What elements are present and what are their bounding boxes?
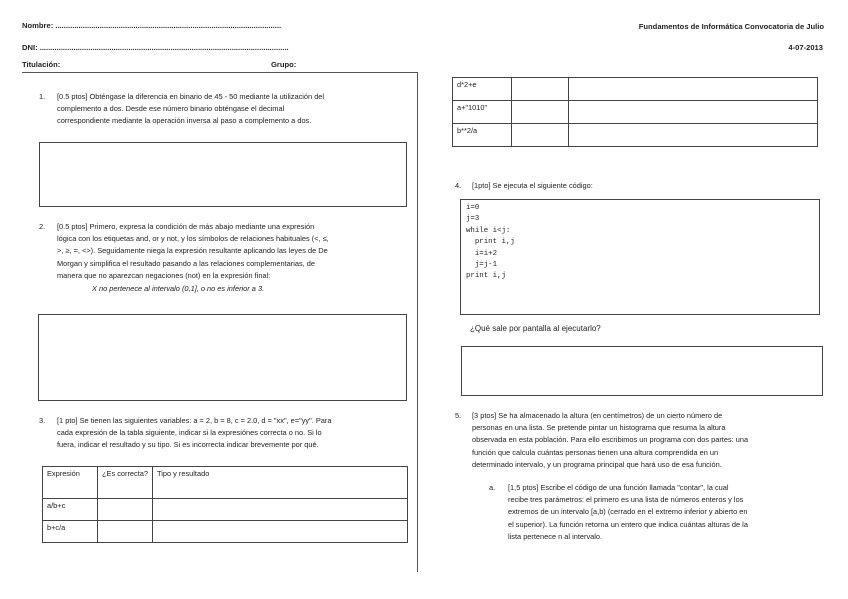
nombre-field: Nombre: ...........................................................................................................: [22, 21, 282, 30]
q3-col-expresion: Expresión: [43, 467, 98, 499]
q3-expression-cell: b+c/a: [43, 521, 98, 543]
table-row: [453, 124, 818, 147]
q5-number: 5.: [455, 411, 462, 420]
q3-result-cell[interactable]: [153, 521, 408, 543]
grupo-label: Grupo:: [271, 60, 297, 69]
code-line: i=0: [466, 204, 480, 212]
code-line: j=j-1: [466, 261, 498, 270]
q3-result-cell[interactable]: [569, 124, 818, 147]
q3-expression-cell: a/b+c: [43, 499, 98, 521]
q3-col-correcta: ¿Es correcta?: [98, 467, 153, 499]
q4-number: 4.: [455, 181, 462, 190]
q5-text: [3 ptos] Se ha almacenado la altura (en centímetros) de un cierto número de personas en una lista. Se pretende pintar un histograma que resuma la altura observada en esta población. Para ello escribimos un programa con dos partes: una función que calcula cuántas personas tienen una altura comprendida en un determinado intervalo, y un programa principal que hará uso de esa función.: [472, 411, 749, 469]
table-row: [43, 499, 408, 521]
table-row: [453, 101, 818, 124]
q3-text: [1 pto] Se tienen las siguientes variables: a = 2, b = 8, c = 2.0, d = "xx", e="yy". Para cada expresión de la tabla siguiente, indicar si la expresiónes correcta o no. Si lo fuera, indicar el resultado y su tipo. Si es incorrecta indicar brevemente por qué.: [57, 416, 332, 450]
q3-result-cell[interactable]: [569, 101, 818, 124]
q3-expression-cell: d*2+e: [453, 78, 512, 101]
q4-answer-box[interactable]: [461, 346, 823, 396]
course-title: Fundamentos de Informática Convocatoria de Julio: [638, 22, 824, 31]
q3-expression-cell: a+"1010": [453, 101, 512, 124]
dni-field: DNI: ......................................................................................................................: [22, 43, 289, 52]
q3-result-cell[interactable]: [569, 78, 818, 101]
q3-table: [42, 466, 408, 543]
table-row: [453, 78, 818, 101]
titulacion-label: Titulación:: [22, 60, 61, 69]
q2-text: [0.5 ptos] Primero, expresa la condición de más abajo mediante una expresión lógica con los etiquetas and, or y not, y los símbolos de relaciones habituales (<, ≤, >, ≥, =, <>). Seguidamente niega la expresión resultante aplicando las leyes de De Morgan y simplifica el resultado pasando a las relaciones complementarias, de manera que no aparezcan negaciones (not) en la expresión final:: [57, 222, 329, 280]
q2-answer-box[interactable]: [38, 314, 407, 401]
q3-correct-cell[interactable]: [512, 78, 569, 101]
exam-date: 4-07-2013: [788, 43, 823, 52]
q3-correct-cell[interactable]: [98, 521, 153, 543]
q3-number: 3.: [39, 416, 46, 425]
table-row: [43, 521, 408, 543]
q4-code-block: [460, 199, 820, 315]
column-divider: [417, 72, 418, 572]
code-line: j=3: [466, 215, 480, 224]
q4-question: ¿Qué sale por pantalla al ejecutarlo?: [470, 324, 601, 333]
header-divider-left: [22, 72, 417, 73]
q3-table-header-row: [43, 467, 408, 499]
q3-correct-cell[interactable]: [98, 499, 153, 521]
q3-col-tipo: Tipo y resultado: [153, 467, 408, 499]
q3-expression-cell: b**2/a: [453, 124, 512, 147]
q5a-number: a.: [489, 483, 496, 492]
code-line: print i,j: [466, 272, 506, 281]
q1-answer-box[interactable]: [39, 142, 407, 207]
q3-result-cell[interactable]: [153, 499, 408, 521]
q3-correct-cell[interactable]: [512, 101, 569, 124]
q2-number: 2.: [39, 222, 46, 231]
q1-text: [0.5 ptos] Obténgase la diferencia en binario de 45 - 50 mediante la utilización del complemento a dos. Desde ese número binario obténgase el decimal correspondiente mediante la operación inversa al paso a complemento a dos.: [57, 92, 325, 126]
q2-condition: X no pertenece al intervalo (0,1], o no es inferior a 3.: [92, 284, 265, 293]
q4-text: [1pto] Se ejecuta el siguiente código:: [472, 181, 593, 190]
code-line: i=i+2: [466, 249, 498, 258]
code-line: print i,j: [466, 238, 515, 247]
code-line: while i<j:: [466, 226, 511, 235]
q1-number: 1.: [39, 92, 46, 101]
q3-correct-cell[interactable]: [512, 124, 569, 147]
q3-table-continued: [452, 77, 818, 147]
q5a-text: [1,5 ptos] Escribe el código de una función llamada "contar", la cual recibe tres parámetros: el primero es una lista de números enteros y los extremos de un intervalo [a,b) (cerrado en el extremo inferior y abierto en el superior). La función retorna un entero que indica cuántas alturas de la lista pertenece n al intervalo.: [508, 483, 748, 541]
